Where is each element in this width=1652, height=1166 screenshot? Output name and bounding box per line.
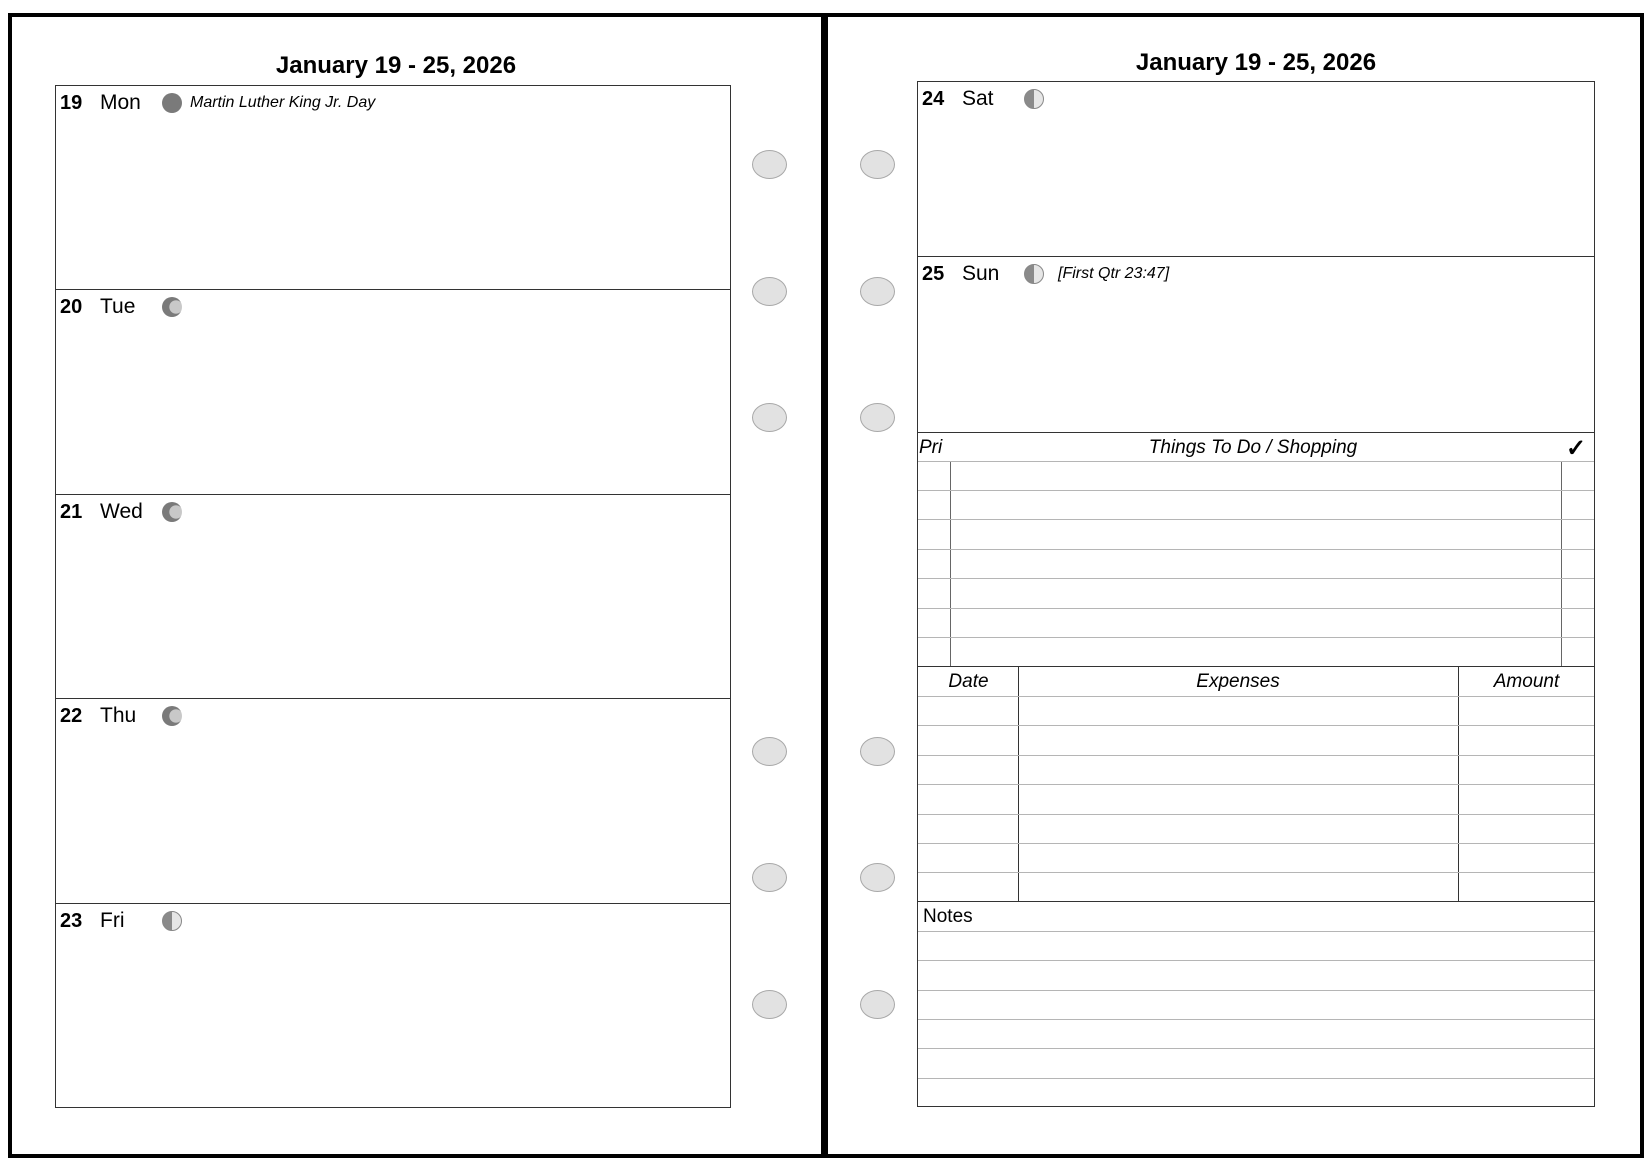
notes-line[interactable] (918, 1019, 1594, 1020)
binder-hole (860, 150, 895, 179)
binder-hole (860, 403, 895, 432)
day-box-19[interactable] (55, 85, 731, 290)
expenses-amount-header: Amount (1493, 671, 1560, 692)
checkmark-icon: ✓ (1566, 435, 1587, 462)
day-box-20[interactable] (55, 289, 731, 495)
notes-line[interactable] (918, 960, 1594, 961)
expenses-date-header: Date (948, 671, 989, 692)
moon-phase-note: [First Qtr 23:47] (1058, 265, 1170, 282)
expense-line[interactable] (918, 696, 1594, 697)
expenses-header: Expenses (1196, 671, 1280, 692)
notes-line[interactable] (918, 1078, 1594, 1079)
binder-hole (752, 863, 787, 892)
holiday-note: Martin Luther King Jr. Day (190, 94, 376, 111)
day-box-21[interactable] (55, 494, 731, 699)
gibbous-moon-icon (162, 502, 182, 522)
day-header (60, 908, 182, 934)
day-number: 25 (922, 262, 945, 285)
left-page-title: January 19 - 25, 2026 (275, 52, 517, 79)
first-quarter-moon-icon (1024, 264, 1044, 284)
day-box-23[interactable] (55, 903, 731, 1108)
day-header (60, 294, 182, 320)
todo-line[interactable] (918, 549, 1594, 550)
day-header (60, 90, 375, 116)
expense-line[interactable] (918, 872, 1594, 873)
todo-line[interactable] (918, 578, 1594, 579)
binder-hole (752, 737, 787, 766)
right-page-title: January 19 - 25, 2026 (1135, 49, 1377, 76)
binder-hole (860, 990, 895, 1019)
todo-line[interactable] (918, 519, 1594, 520)
notes-line[interactable] (918, 990, 1594, 991)
day-number: 19 (60, 91, 83, 114)
binder-hole (752, 990, 787, 1019)
day-name: Mon (100, 91, 141, 114)
priority-header: Pri (919, 437, 943, 458)
todo-line[interactable] (918, 490, 1594, 491)
first-quarter-moon-icon (162, 911, 182, 931)
expense-line[interactable] (918, 814, 1594, 815)
day-box-22[interactable] (55, 698, 731, 904)
day-name: Thu (100, 704, 137, 727)
todo-line[interactable] (918, 608, 1594, 609)
day-header (922, 86, 1044, 112)
todo-title: Things To Do / Shopping (1148, 437, 1358, 458)
day-number: 24 (922, 87, 945, 110)
first-quarter-moon-icon (1024, 89, 1044, 109)
day-number: 21 (60, 500, 83, 523)
day-number: 23 (60, 909, 83, 932)
binder-hole (860, 277, 895, 306)
day-name: Fri (100, 909, 125, 932)
binder-hole (752, 403, 787, 432)
day-number: 20 (60, 295, 83, 318)
day-header (60, 499, 182, 525)
day-name: Tue (100, 295, 136, 318)
day-header (60, 703, 182, 729)
full-moon-icon (162, 93, 182, 113)
day-name: Sat (962, 87, 994, 110)
notes-line[interactable] (918, 1048, 1594, 1049)
notes-label: Notes (923, 906, 973, 927)
day-number: 22 (60, 704, 83, 727)
gibbous-moon-icon (162, 706, 182, 726)
notes-line[interactable] (918, 931, 1594, 932)
day-box-25[interactable] (917, 256, 1595, 433)
day-name: Sun (962, 262, 1000, 285)
binder-hole (860, 863, 895, 892)
todo-line[interactable] (918, 461, 1594, 462)
day-header (922, 261, 1169, 287)
binder-hole (752, 150, 787, 179)
expense-line[interactable] (918, 725, 1594, 726)
todo-line[interactable] (918, 637, 1594, 638)
expense-line[interactable] (918, 755, 1594, 756)
day-box-24[interactable] (917, 81, 1595, 257)
expense-line[interactable] (918, 843, 1594, 844)
expense-line[interactable] (918, 784, 1594, 785)
gibbous-moon-icon (162, 297, 182, 317)
binder-hole (860, 737, 895, 766)
binder-hole (752, 277, 787, 306)
day-name: Wed (100, 500, 143, 523)
